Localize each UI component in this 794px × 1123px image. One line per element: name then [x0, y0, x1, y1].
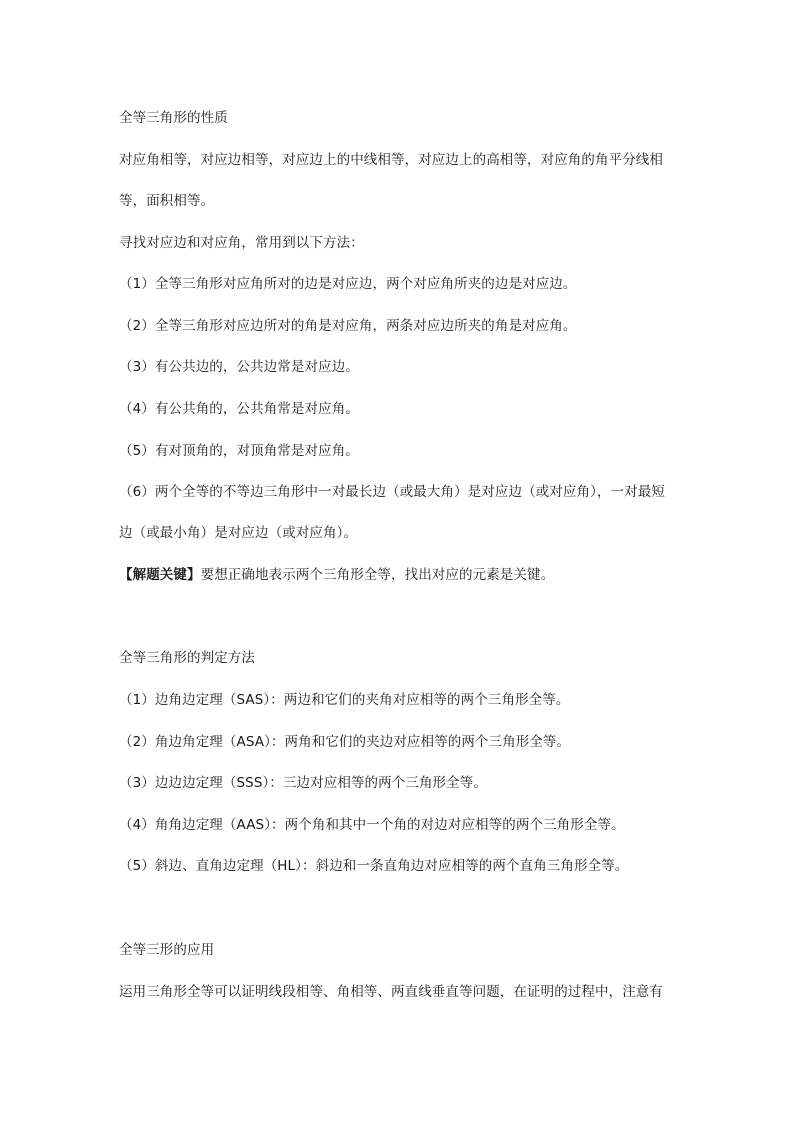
section1-item-6-line1: （6）两个全等的不等边三角形中一对最长边（或最大角）是对应边（或对应角），一对最短: [119, 484, 665, 500]
key-point-text: 要想正确地表示两个三角形全等，找出对应的元素是关键。: [200, 567, 555, 583]
section2-heading: 全等三角形的判定方法: [119, 650, 255, 666]
section1-item-4: （4）有公共角的，公共角常是对应角。: [119, 401, 359, 417]
section1-item-1: （1）全等三角形对应角所对的边是对应边，两个对应角所夹的边是对应边。: [119, 276, 577, 292]
key-point-label: 【解题关键】: [119, 567, 201, 583]
section1-para2: 寻找对应边和对应角，常用到以下方法：: [119, 235, 364, 251]
section1-para1-line1: 对应角相等，对应边相等，对应边上的中线相等，对应边上的高相等，对应角的角平分线相: [119, 152, 663, 168]
section2-item-2: （2）角边角定理（ASA）：两角和它们的夹边对应相等的两个三角形全等。: [119, 734, 571, 750]
section2-item-3: （3）边边边定理（SSS）：三边对应相等的两个三角形全等。: [119, 775, 487, 791]
section2-item-4: （4）角角边定理（AAS）：两个角和其中一个角的对边对应相等的两个三角形全等。: [119, 817, 625, 833]
section3-heading: 全等三形的应用: [119, 942, 215, 958]
section1-key-point: [119, 565, 554, 585]
section2-item-1: （1）边角边定理（SAS）：两边和它们的夹角对应相等的两个三角形全等。: [119, 692, 570, 708]
section2-item-5: （5）斜边、直角边定理（HL）：斜边和一条直角边对应相等的两个直角三角形全等。: [119, 858, 629, 874]
section1-heading: 全等三角形的性质: [119, 110, 228, 126]
section3-para1-line1: 运用三角形全等可以证明线段相等、角相等、两直线垂直等问题，在证明的过程中，注意有: [119, 984, 663, 1000]
section1-item-3: （3）有公共边的，公共边常是对应边。: [119, 359, 359, 375]
section1-item-6-line2: 边（或最小角）是对应边（或对应角）。: [119, 525, 358, 541]
section1-item-2: （2）全等三角形对应边所对的角是对应角，两条对应边所夹的角是对应角。: [119, 318, 577, 334]
section1-para1-line2: 等，面积相等。: [119, 193, 215, 209]
section1-item-5: （5）有对顶角的，对顶角常是对应角。: [119, 443, 359, 459]
